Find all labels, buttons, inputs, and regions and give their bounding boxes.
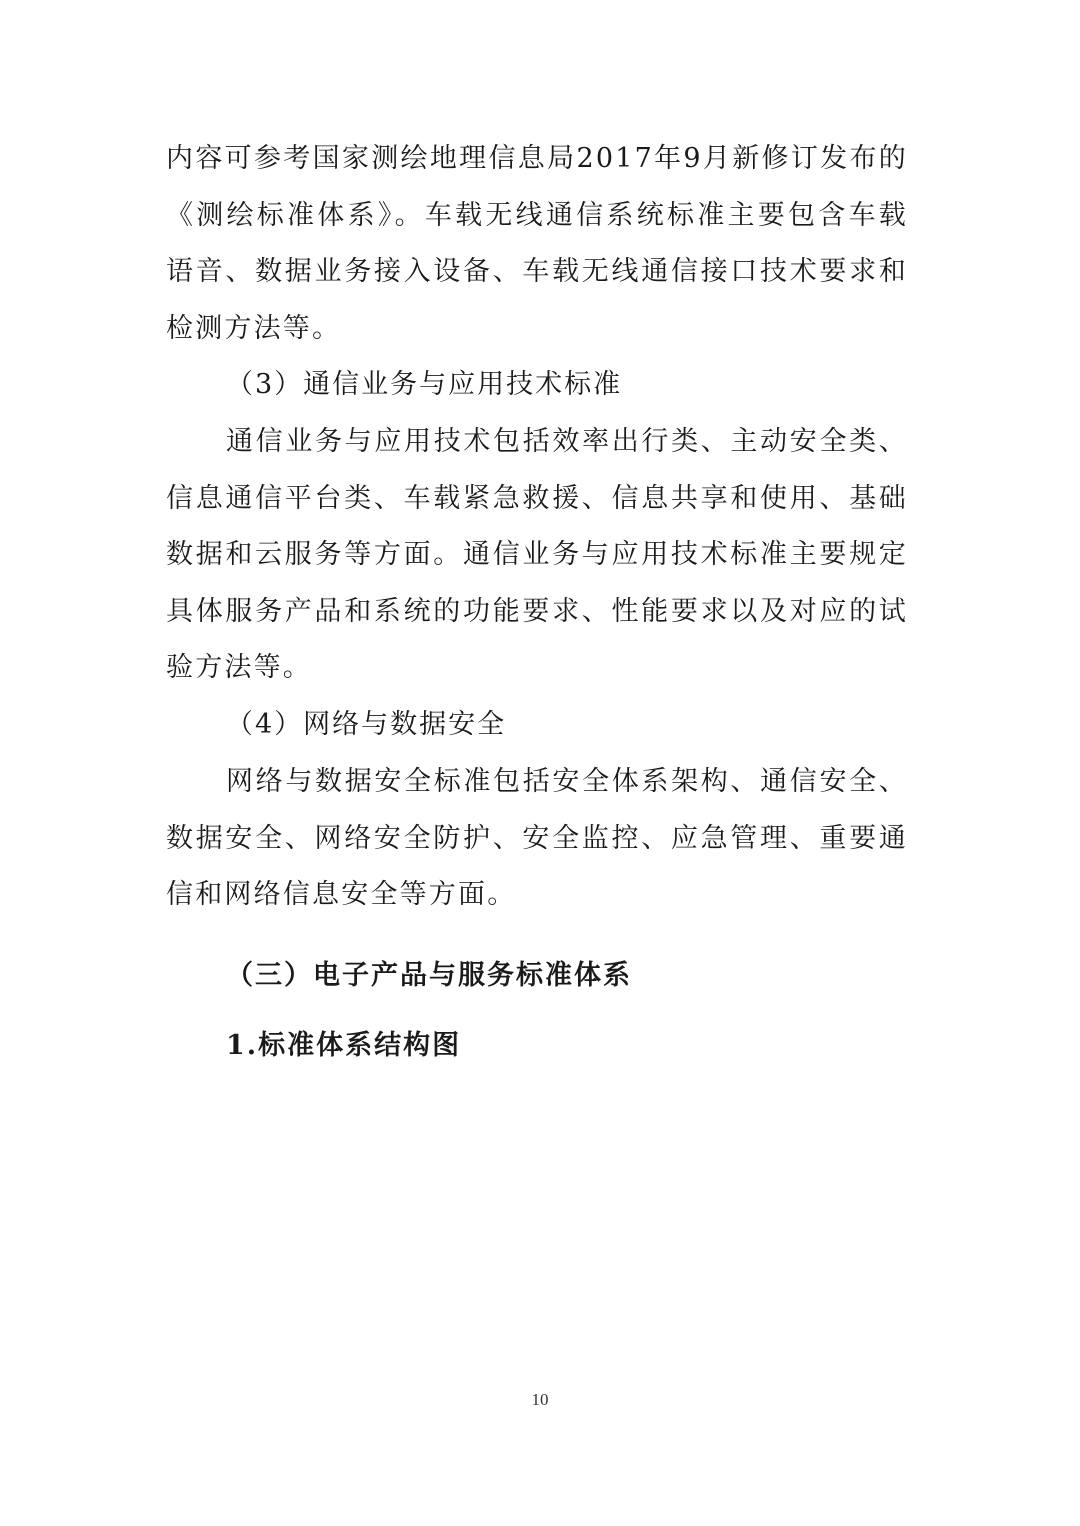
paragraph-surveying-standards: 内容可参考国家测绘地理信息局2017年9月新修订发布的《测绘标准体系》。车载无线通信系统标准主要包含车载语音、数据业务接入设备、车载无线通信接口技术要求和检测方法等。: [166, 143, 908, 344]
paragraph-communication-services: 通信业务与应用技术包括效率出行类、主动安全类、信息通信平台类、车载紧急救援、信息共享和使用、基础数据和云服务等方面。通信业务与应用技术标准主要规定具体服务产品和系统的功能要求、性能要求以及对应的试验方法等。: [166, 426, 908, 684]
subhead-network-data-security: （4）网络与数据安全: [226, 709, 507, 740]
paragraph-network-data-security: 网络与数据安全标准包括安全体系架构、通信安全、数据安全、网络安全防护、安全监控、应急管理、重要通信和网络信息安全等方面。: [166, 766, 908, 911]
subhead-communication-services: （3）通信业务与应用技术标准: [226, 369, 623, 400]
section-heading-electronic-products: （三）电子产品与服务标准体系: [226, 960, 632, 991]
subsection-heading-structure-diagram: 1.标准体系结构图: [226, 1030, 462, 1061]
page-number: 10: [531, 1390, 549, 1409]
